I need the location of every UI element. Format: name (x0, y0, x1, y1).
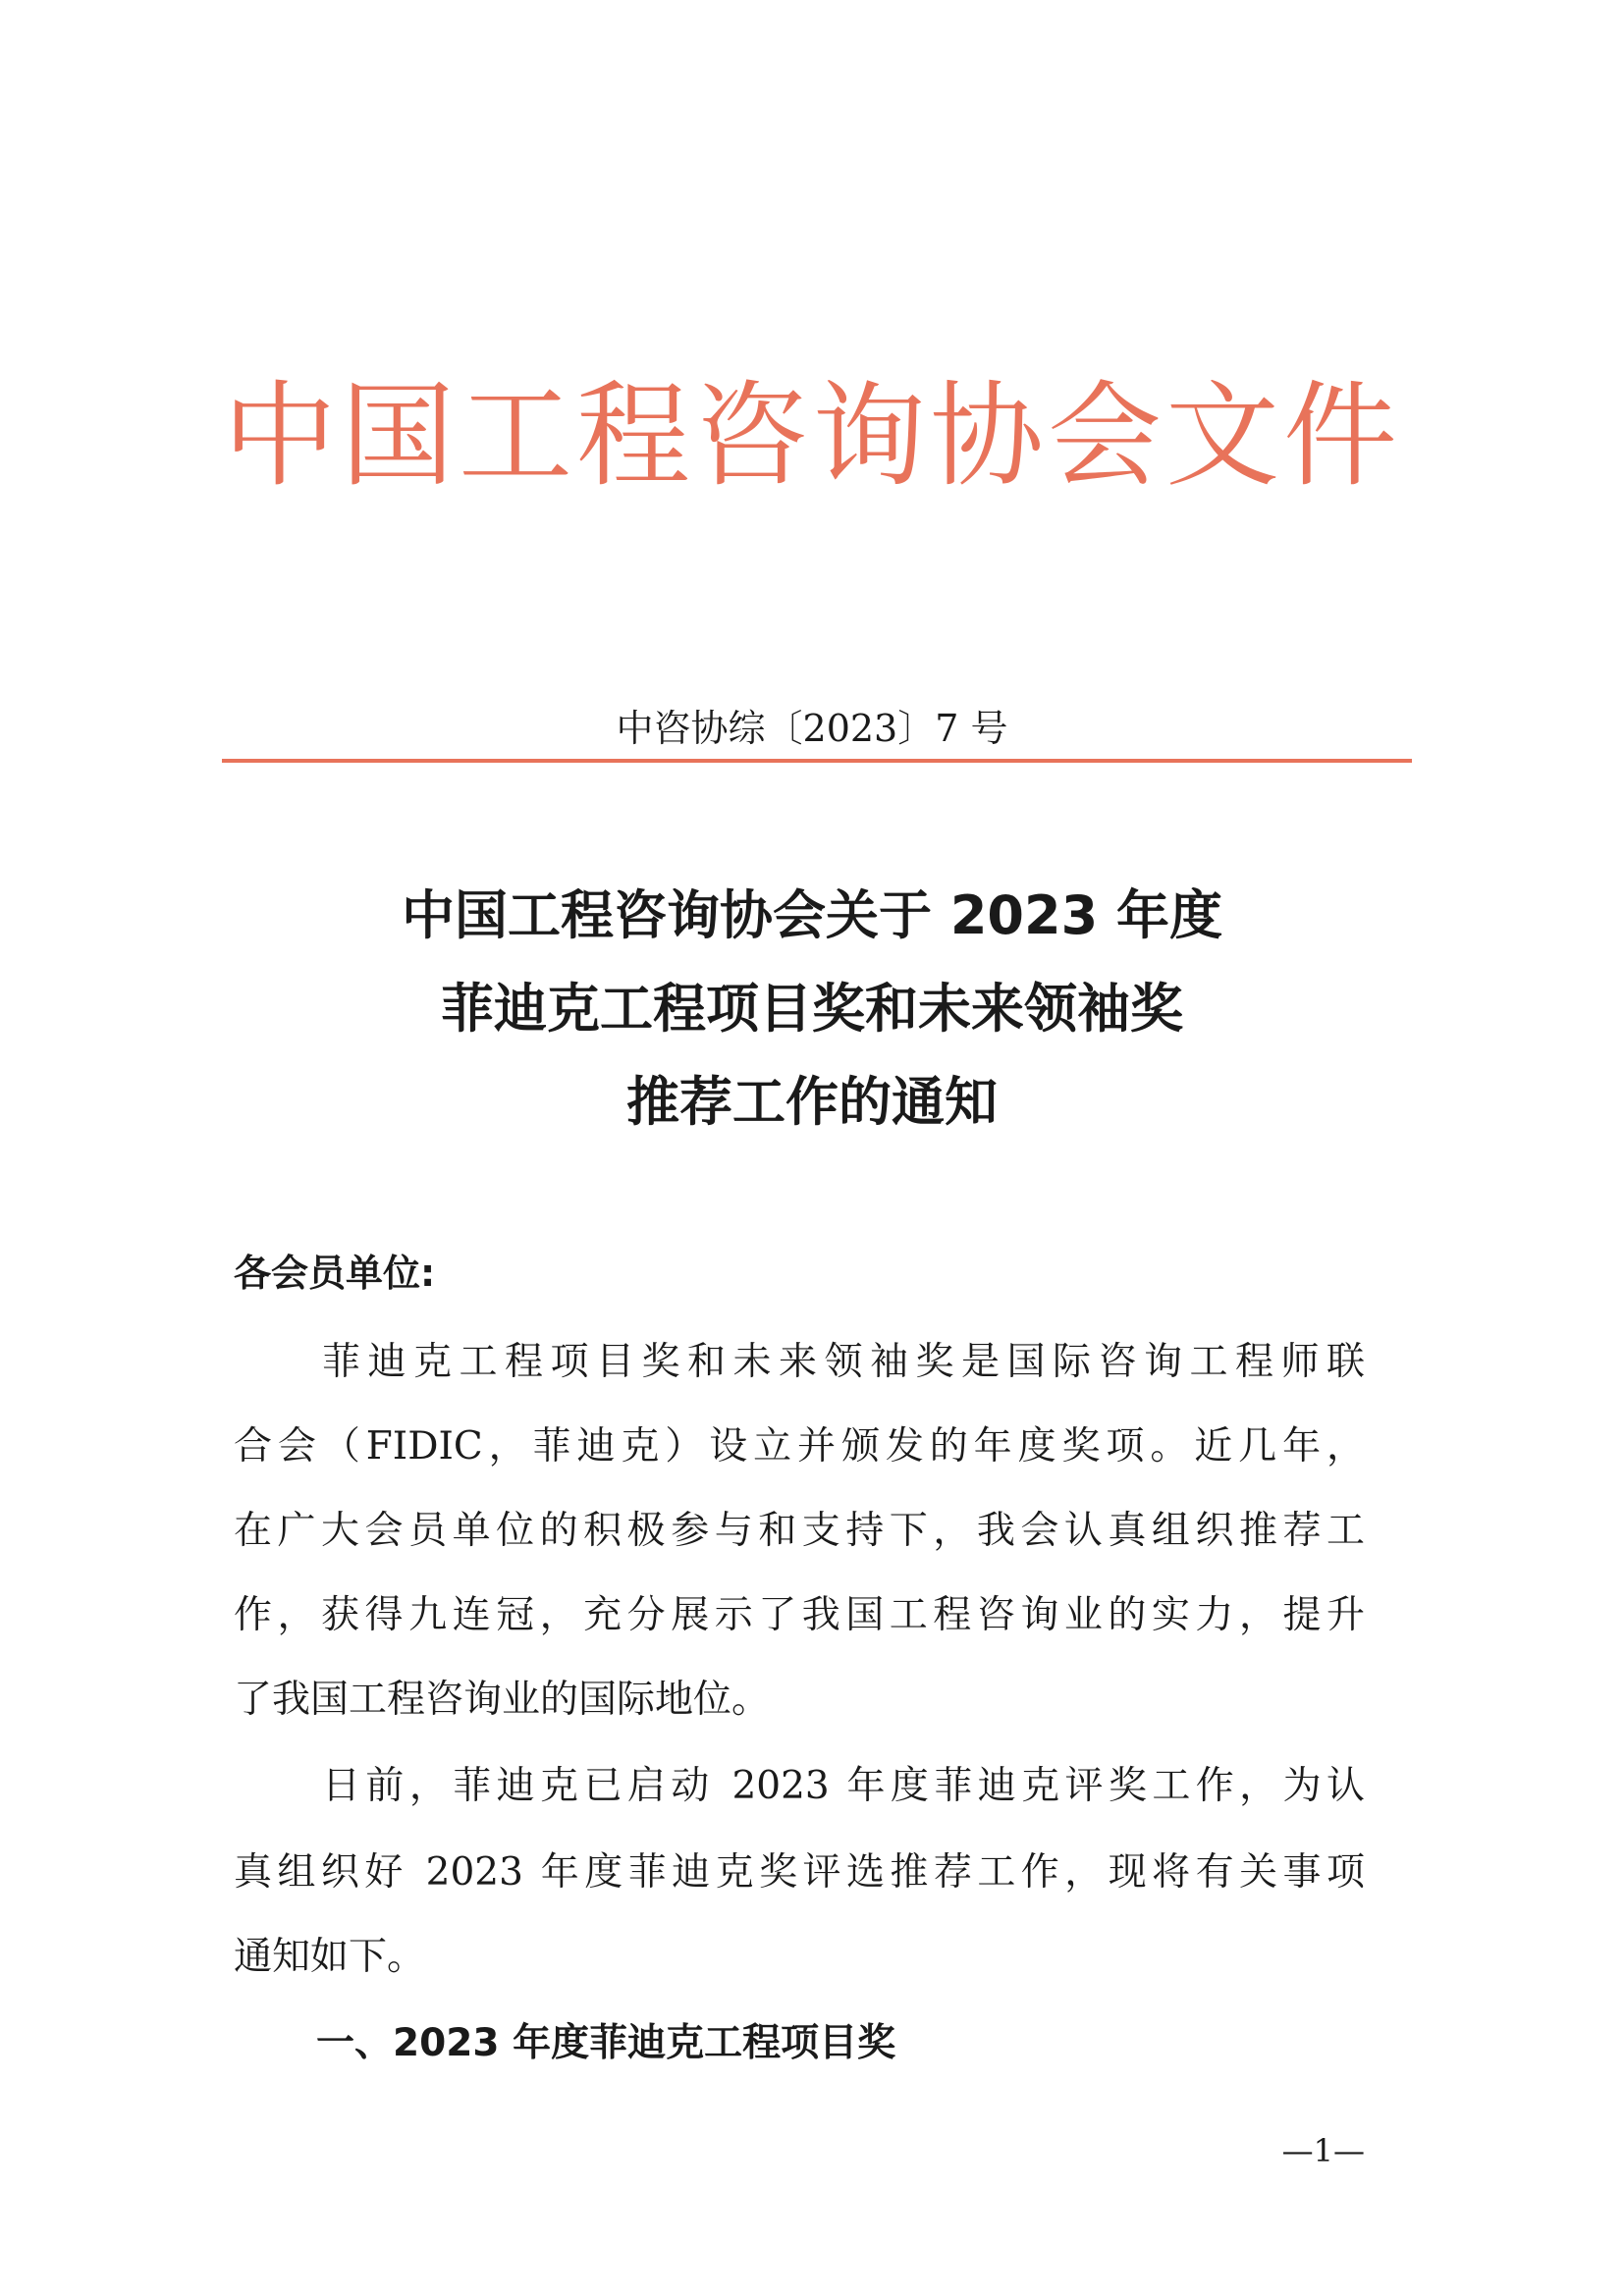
paragraph-1-line-2: 合会（FIDIC，菲迪克）设立并颁发的年度奖项。近几年， (234, 1424, 1365, 1468)
title-line-3: 推荐工作的通知 (626, 1071, 998, 1133)
page-number: —1— (1281, 2132, 1365, 2169)
title-line-1: 中国工程咨询协会关于 2023 年度 (402, 884, 1222, 946)
document-number: 中咨协综〔2023〕7 号 (616, 707, 1008, 750)
paragraph-1-line-5: 了我国工程咨询业的国际地位。 (234, 1678, 771, 1722)
paragraph-2-line-2: 真组织好 2023 年度菲迪克奖评选推荐工作，现将有关事项 (234, 1850, 1365, 1895)
paragraph-2-line-3: 通知如下。 (234, 1935, 426, 1979)
section-heading: 一、2023 年度菲迪克工程项目奖 (316, 2021, 896, 2065)
title-line-2: 菲迪克工程项目奖和未来领袖奖 (441, 978, 1183, 1040)
paragraph-2-line-1: 日前，菲迪克已启动 2023 年度菲迪克评奖工作，为认 (322, 1764, 1365, 1808)
red-divider-line (222, 759, 1412, 763)
document-masthead: 中国工程咨询协会文件 (223, 370, 1401, 503)
paragraph-1-line-3: 在广大会员单位的积极参与和支持下，我会认真组织推荐工 (234, 1509, 1365, 1553)
paragraph-1-line-4: 作，获得九连冠，充分展示了我国工程咨询业的实力，提升 (234, 1593, 1365, 1637)
salutation: 各会员单位: (234, 1252, 436, 1295)
paragraph-1-line-1: 菲迪克工程项目奖和未来领袖奖是国际咨询工程师联 (322, 1340, 1365, 1384)
